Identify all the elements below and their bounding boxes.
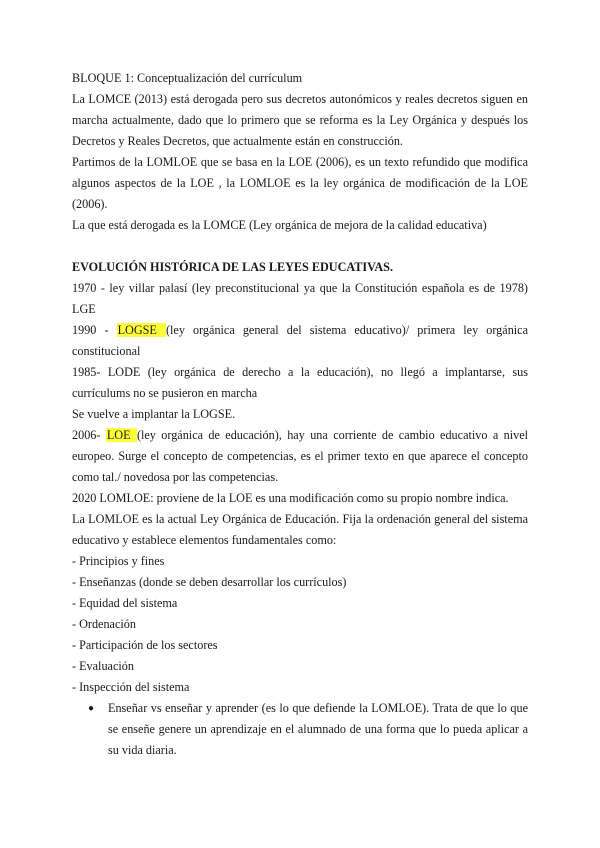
law-1970: 1970 - ley villar palasí (ley preconstitucional ya que la Constitución española es de 1978) LGE (72, 281, 528, 316)
list-item: - Principios y fines (72, 554, 165, 568)
bullet-icon: ● (88, 703, 95, 714)
law-2006 (72, 425, 528, 488)
law-1985: 1985- LODE (ley orgánica de derecho a la educación), no llegó a implantarse, sus currículums no se pusieron en marcha (72, 365, 528, 400)
law-1990 (72, 320, 528, 362)
loe-highlight: LOE (106, 428, 136, 442)
list-item: - Evaluación (72, 659, 134, 673)
document-page (72, 68, 528, 761)
list-item: - Ordenación (72, 617, 136, 631)
paragraph-lomloe: Partimos de la LOMLOE que se basa en la LOE (2006), es un texto refundido que modifica algunos aspectos de la LOE , la LOMLOE es la ley orgánica de modificación de la LOE (2006). (72, 155, 528, 211)
list-item: - Participación de los sectores (72, 638, 218, 652)
list-item: - Inspección del sistema (72, 680, 190, 694)
bullet-text: Enseñar vs enseñar y aprender (es lo que defiende la LOMLOE). Trata de que lo que se enseñe genere un aprendizaje en el alumnado de una forma que lo pueda aplicar a su vida diaria. (108, 701, 528, 757)
list-item: - Equidad del sistema (72, 596, 178, 610)
law-2020: 2020 LOMLOE: proviene de la LOE es una modificación como su propio nombre indica. (72, 491, 509, 505)
section-heading: EVOLUCIÓN HISTÓRICA DE LAS LEYES EDUCATIVAS. (72, 260, 394, 274)
block-title: BLOQUE 1: Conceptualización del currículum (72, 71, 303, 85)
spacer (72, 236, 528, 257)
law-2006-text: (ley orgánica de educación), hay una corriente de cambio educativo a nivel europeo. Surge el concepto de competencias, es el primer texto en que aparece el concepto como tal./ novedosa por las competencias. (72, 428, 529, 484)
paragraph-derogada: La que está derogada es la LOMCE (Ley orgánica de mejora de la calidad educativa) (72, 218, 487, 232)
paragraph-lomce: La LOMCE (2013) está derogada pero sus decretos autonómicos y reales decretos siguen en marcha actualmente, dado que lo primero que se reforma es la Ley Orgánica y después los Decretos y Reales Decretos, que actualmente están en construcción. (72, 92, 528, 148)
law-2006-prefix: 2006- (72, 428, 106, 442)
law-1990-prefix: 1990 - (72, 323, 117, 337)
lomloe-intro: La LOMLOE es la actual Ley Orgánica de Educación. Fija la ordenación general del sistema educativo y establece elementos fundamentales como: (72, 512, 528, 547)
bullet-point (72, 698, 528, 761)
logse-reimplanted: Se vuelve a implantar la LOGSE. (72, 407, 236, 421)
logse-highlight: LOGSE (117, 323, 165, 337)
law-1990-text: (ley orgánica general del sistema educativo)/ primera ley orgánica constitucional (72, 323, 528, 358)
list-item: - Enseñanzas (donde se deben desarrollar los currículos) (72, 575, 347, 589)
